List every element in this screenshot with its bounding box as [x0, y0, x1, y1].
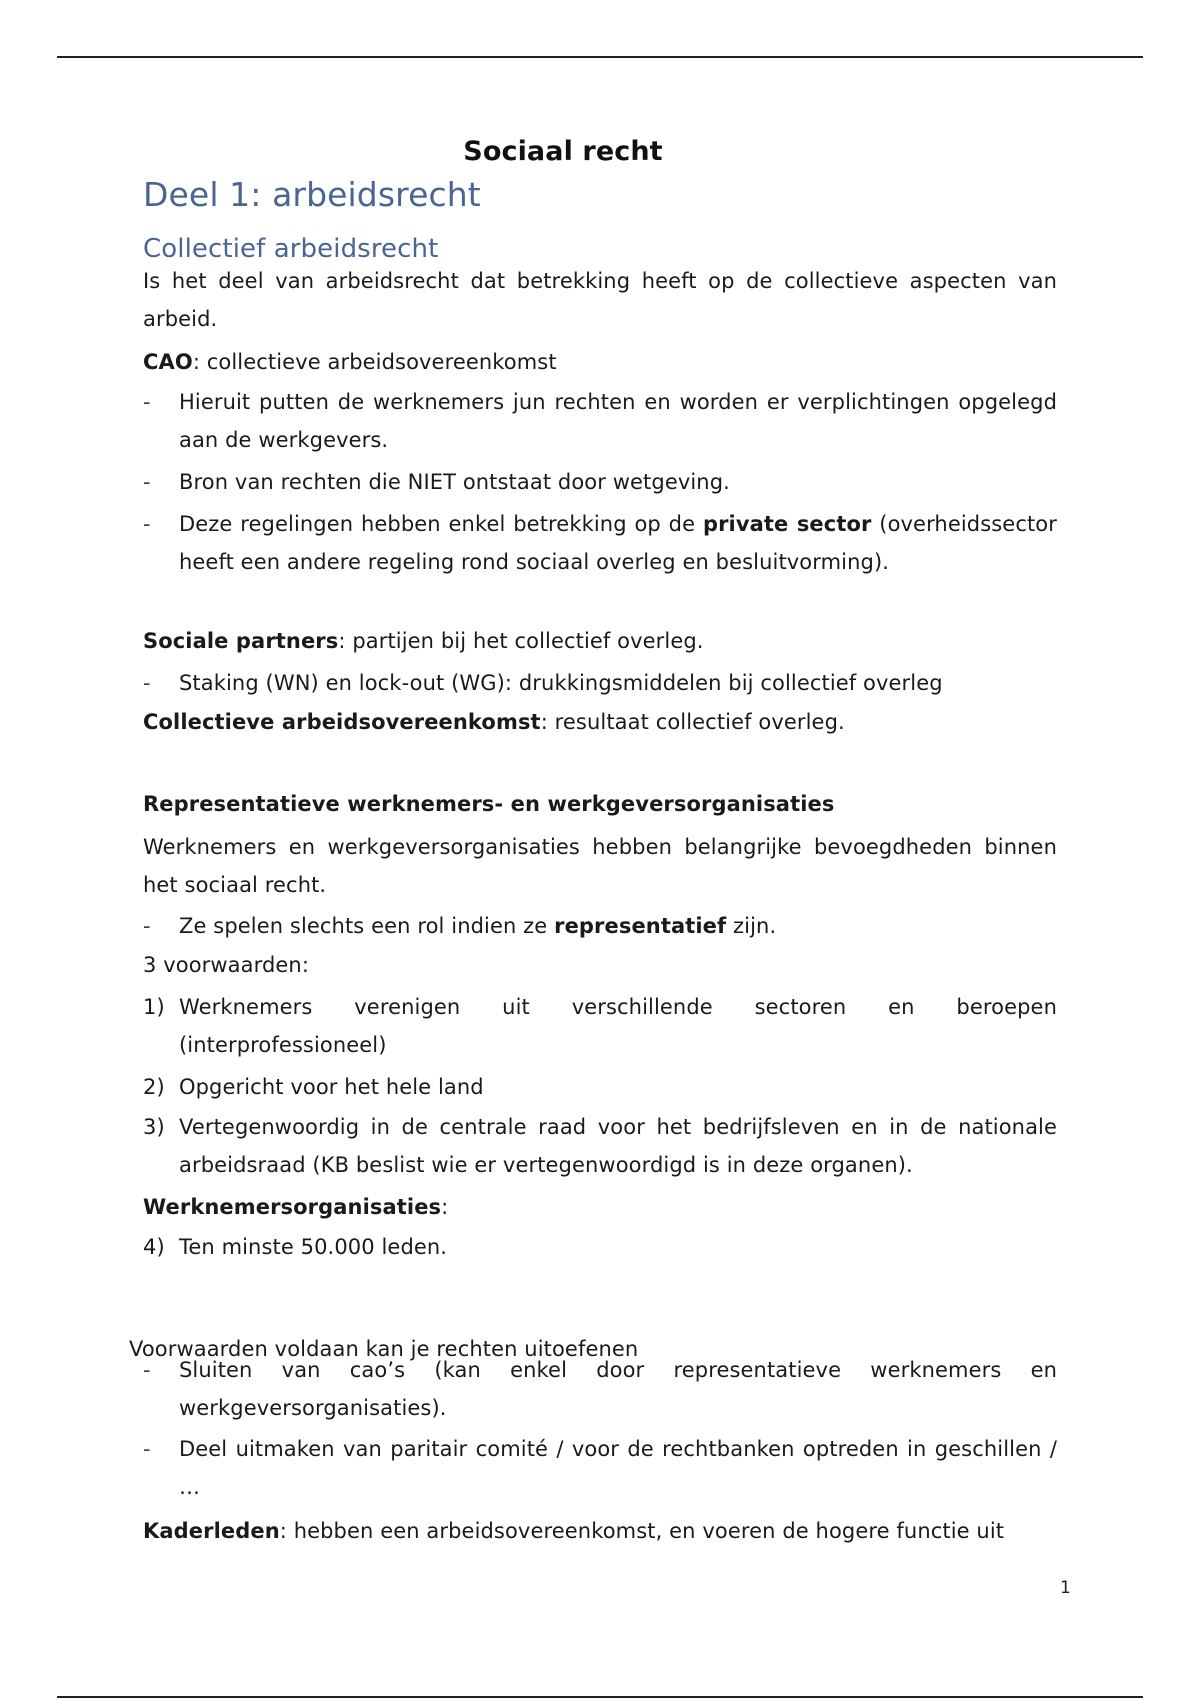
- list-item-text: Deel uitmaken van paritair comité / voor de rechtbanken optreden in geschillen / …: [179, 1437, 1057, 1499]
- numbered-item: [143, 1108, 1057, 1184]
- rep-intro: Werknemers en werkgeversorganisaties hebben belangrijke bevoegdheden binnen het sociaal recht.: [143, 835, 1057, 897]
- bullet-mark: -: [143, 470, 151, 494]
- text-pre: Ze spelen slechts een rol indien ze: [179, 914, 555, 938]
- numbered-item: [143, 1068, 1057, 1106]
- list-item: [143, 463, 1057, 501]
- bullet-mark: -: [143, 914, 151, 938]
- item-number: 2): [143, 1075, 165, 1099]
- intro-paragraph: Is het deel van arbeidsrecht dat betrekking heeft op de collectieve aspecten van arbeid.: [143, 269, 1057, 331]
- list-item-text: Hieruit putten de werknemers jun rechten en worden er verplichtingen opgelegd aan de werkgevers.: [179, 390, 1057, 452]
- list-item: [143, 1430, 1057, 1506]
- list-item: [143, 383, 1057, 459]
- partners-def: : partijen bij het collectief overleg.: [338, 629, 704, 653]
- text-pre: Deze regelingen hebben enkel betrekking op de: [179, 512, 703, 536]
- list-item: [143, 664, 1057, 702]
- numbered-item-text: Opgericht voor het hele land: [179, 1075, 484, 1099]
- header-rule: [57, 56, 1143, 58]
- rights-intro: Voorwaarden voldaan kan je rechten uitoefenen: [129, 1337, 639, 1361]
- item-number: 3): [143, 1115, 165, 1139]
- item-number: 1): [143, 995, 165, 1019]
- rep-heading-text: Representatieve werknemers- en werkgeversorganisaties: [143, 792, 835, 816]
- section-heading: Collectief arbeidsrecht: [143, 234, 439, 264]
- private-sector-term: private sector: [702, 512, 872, 536]
- representatief-term: representatief: [554, 914, 727, 938]
- list-item: [143, 505, 1057, 581]
- kader-definition: [143, 1512, 1057, 1550]
- page-number: 1: [1060, 1578, 1071, 1598]
- list-item: [143, 907, 1057, 945]
- numbered-item: [143, 1228, 1057, 1266]
- text-post: zijn.: [726, 914, 777, 938]
- list-item-text: [179, 907, 1057, 945]
- item-number: 4): [143, 1235, 165, 1259]
- kader-def: : hebben een arbeidsovereenkomst, en voeren de hogere functie uit: [279, 1519, 1005, 1543]
- footer-rule: [57, 1696, 1143, 1698]
- document-title: Sociaal recht: [463, 136, 663, 167]
- list-item-text: Bron van rechten die NIET ontstaat door wetgeving.: [179, 470, 730, 494]
- list-item-text: Sluiten van cao’s (kan enkel door representatieve werknemers en werkgeversorganisaties).: [179, 1358, 1057, 1420]
- numbered-item-text: Ten minste 50.000 leden.: [179, 1235, 448, 1259]
- partners-term: Sociale partners: [143, 629, 339, 653]
- cao-definition: [143, 343, 1057, 381]
- cao-def: : collectieve arbeidsovereenkomst: [192, 350, 557, 374]
- collective-term: Collectieve arbeidsovereenkomst: [143, 710, 541, 734]
- part-heading: Deel 1: arbeidsrecht: [143, 175, 481, 214]
- list-item: [143, 1351, 1057, 1427]
- bullet-mark: -: [143, 390, 151, 414]
- list-item-text: Staking (WN) en lock-out (WG): drukkingsmiddelen bij collectief overleg: [179, 671, 943, 695]
- collective-def: : resultaat collectief overleg.: [540, 710, 845, 734]
- collective-definition: [143, 703, 1057, 741]
- wn-org-term: Werknemersorganisaties: [143, 1195, 442, 1219]
- text-post: (overheidssector heeft een andere regeling rond sociaal overleg en besluitvorming).: [179, 512, 1057, 574]
- cao-term: CAO: [143, 350, 193, 374]
- list-item-text: [179, 505, 1057, 581]
- partners-definition: [143, 622, 1057, 660]
- bullet-mark: -: [143, 512, 151, 536]
- bullet-mark: -: [143, 1437, 151, 1461]
- wn-org-label: [143, 1188, 1057, 1226]
- bullet-mark: -: [143, 671, 151, 695]
- numbered-item: [143, 988, 1057, 1064]
- kader-term: Kaderleden: [143, 1519, 280, 1543]
- numbered-item-text: Werknemers verenigen uit verschillende sectoren en beroepen (interprofessioneel): [179, 995, 1057, 1057]
- bullet-mark: -: [143, 1358, 151, 1382]
- rep-heading: [143, 785, 1057, 823]
- numbered-item-text: Vertegenwoordig in de centrale raad voor het bedrijfsleven en in de nationale arbeidsraad (KB beslist wie er vertegenwoordigd is in deze organen).: [179, 1115, 1057, 1177]
- conditions-label: 3 voorwaarden:: [143, 953, 310, 977]
- wn-org-colon: :: [441, 1195, 449, 1219]
